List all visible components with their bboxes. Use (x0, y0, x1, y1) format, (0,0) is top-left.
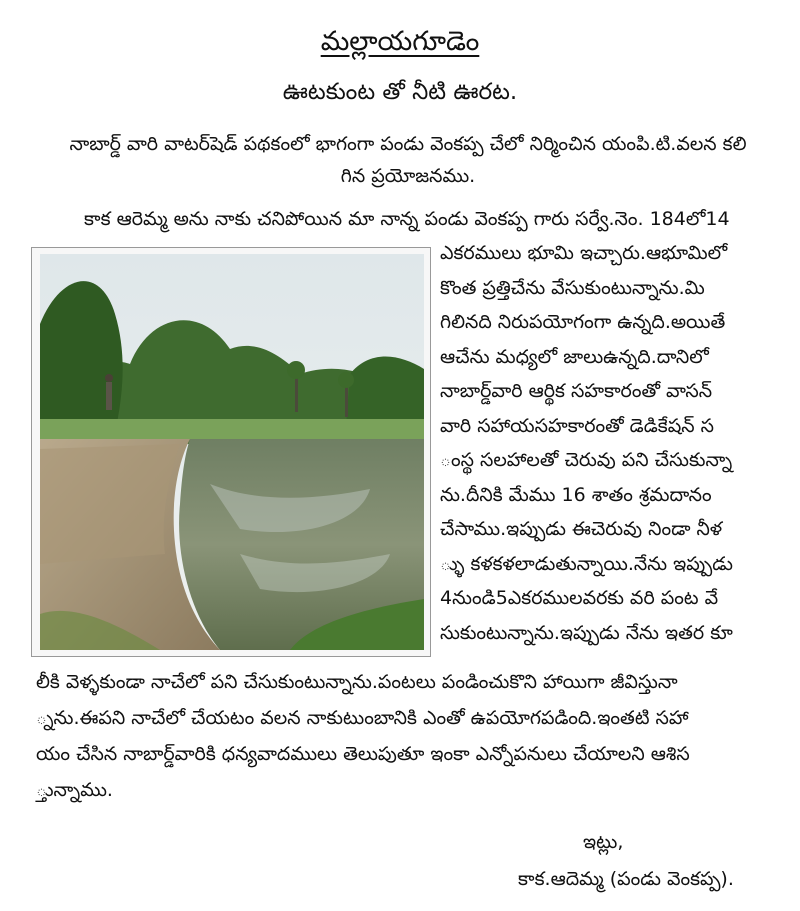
closing-salutation: ఇట్లు, (583, 831, 624, 853)
farm-pond-photo (40, 254, 424, 650)
body-line: ంస్థ సలహాలతో చెరువు పని చేసుకున్నా (440, 449, 733, 471)
body-line: వారి సహాయసహకారంతో డెడికేషన్ స (440, 414, 714, 437)
body-line: లీకి వెళ్ళకుండా నాచేలో పని చేసుకుంటున్నాను.పంటలు పండించుకొని హాయిగా జీవిస్తునా (36, 671, 678, 693)
intro-line: గిన ప్రయోజనము. (340, 165, 476, 187)
intro-line: నాబార్డ్ వారి వాటర్‌షెడ్ పథకంలో భాగంగా పండు వెంకప్ప చేలో నిర్మించిన యంపి.టి.వలన కలి (69, 133, 747, 155)
body-line: ఆచేను మధ్యలో జాలుఉన్నది.దానిలో (440, 345, 709, 368)
body-line: నాబార్డ్‌వారి ఆర్థిక సహకారంతో వాసన్ (440, 380, 713, 402)
body-line: సుకుంటున్నాను.ఇప్పుడు నేను ఇతర కూ (440, 621, 733, 644)
body-line: 4నుండి5ఎకరములవరకు వరి పంట వే (440, 587, 719, 609)
letter-title: మల్లాయగూడెం (320, 26, 480, 57)
body-line: ్ళు కళకళలాడుతున్నాయి.నేను ఇప్పుడు (440, 552, 733, 575)
body-text-below-photo (36, 664, 776, 808)
body-line: యం చేసిన నాబార్డ్‌వారికి ధన్యవాదములు తెలుపుతూ ఇంకా ఎన్నోపనులు చేయాలని ఆశిస (36, 743, 690, 765)
intro-paragraph (58, 128, 758, 192)
body-line: ్నను.ఈపని నాచేలో చేయటం వలన నాకుటుంబానికి ఎంతో ఉపయోగపడింది.ఇంతటి సహా (36, 707, 689, 729)
body-lead-line: కాక ఆరెమ్మ అను నాకు చనిపోయిన మా నాన్న పండు వెంకప్ప గారు సర్వే.నెం. 184లో14 (84, 208, 730, 230)
body-text-beside-photo (440, 236, 790, 650)
signature: కాక.ఆదెమ్మ (పండు వెంకప్ప). (518, 868, 734, 890)
letter-subtitle: ఊటకుంట తో నీటి ఊరట. (282, 79, 518, 105)
body-line: ను.దీనికి మేము 16 శాతం శ్రమదానం (440, 483, 712, 506)
body-line: ఎకరములు భూమి ఇచ్చారు.ఆభూమిలో (440, 242, 728, 264)
body-line: చేసాము.ఇప్పుడు ఈచెరువు నిండా నీళ (440, 518, 723, 540)
farm-pond-photo-frame (31, 247, 431, 657)
body-line: ్తున్నాము. (36, 779, 113, 801)
body-line: కొంత ప్రత్తిచేను వేసుకుంటున్నాను.మి (440, 276, 705, 299)
body-line: గిలినది నిరుపయోగంగా ఉన్నది.అయితే (440, 311, 726, 333)
